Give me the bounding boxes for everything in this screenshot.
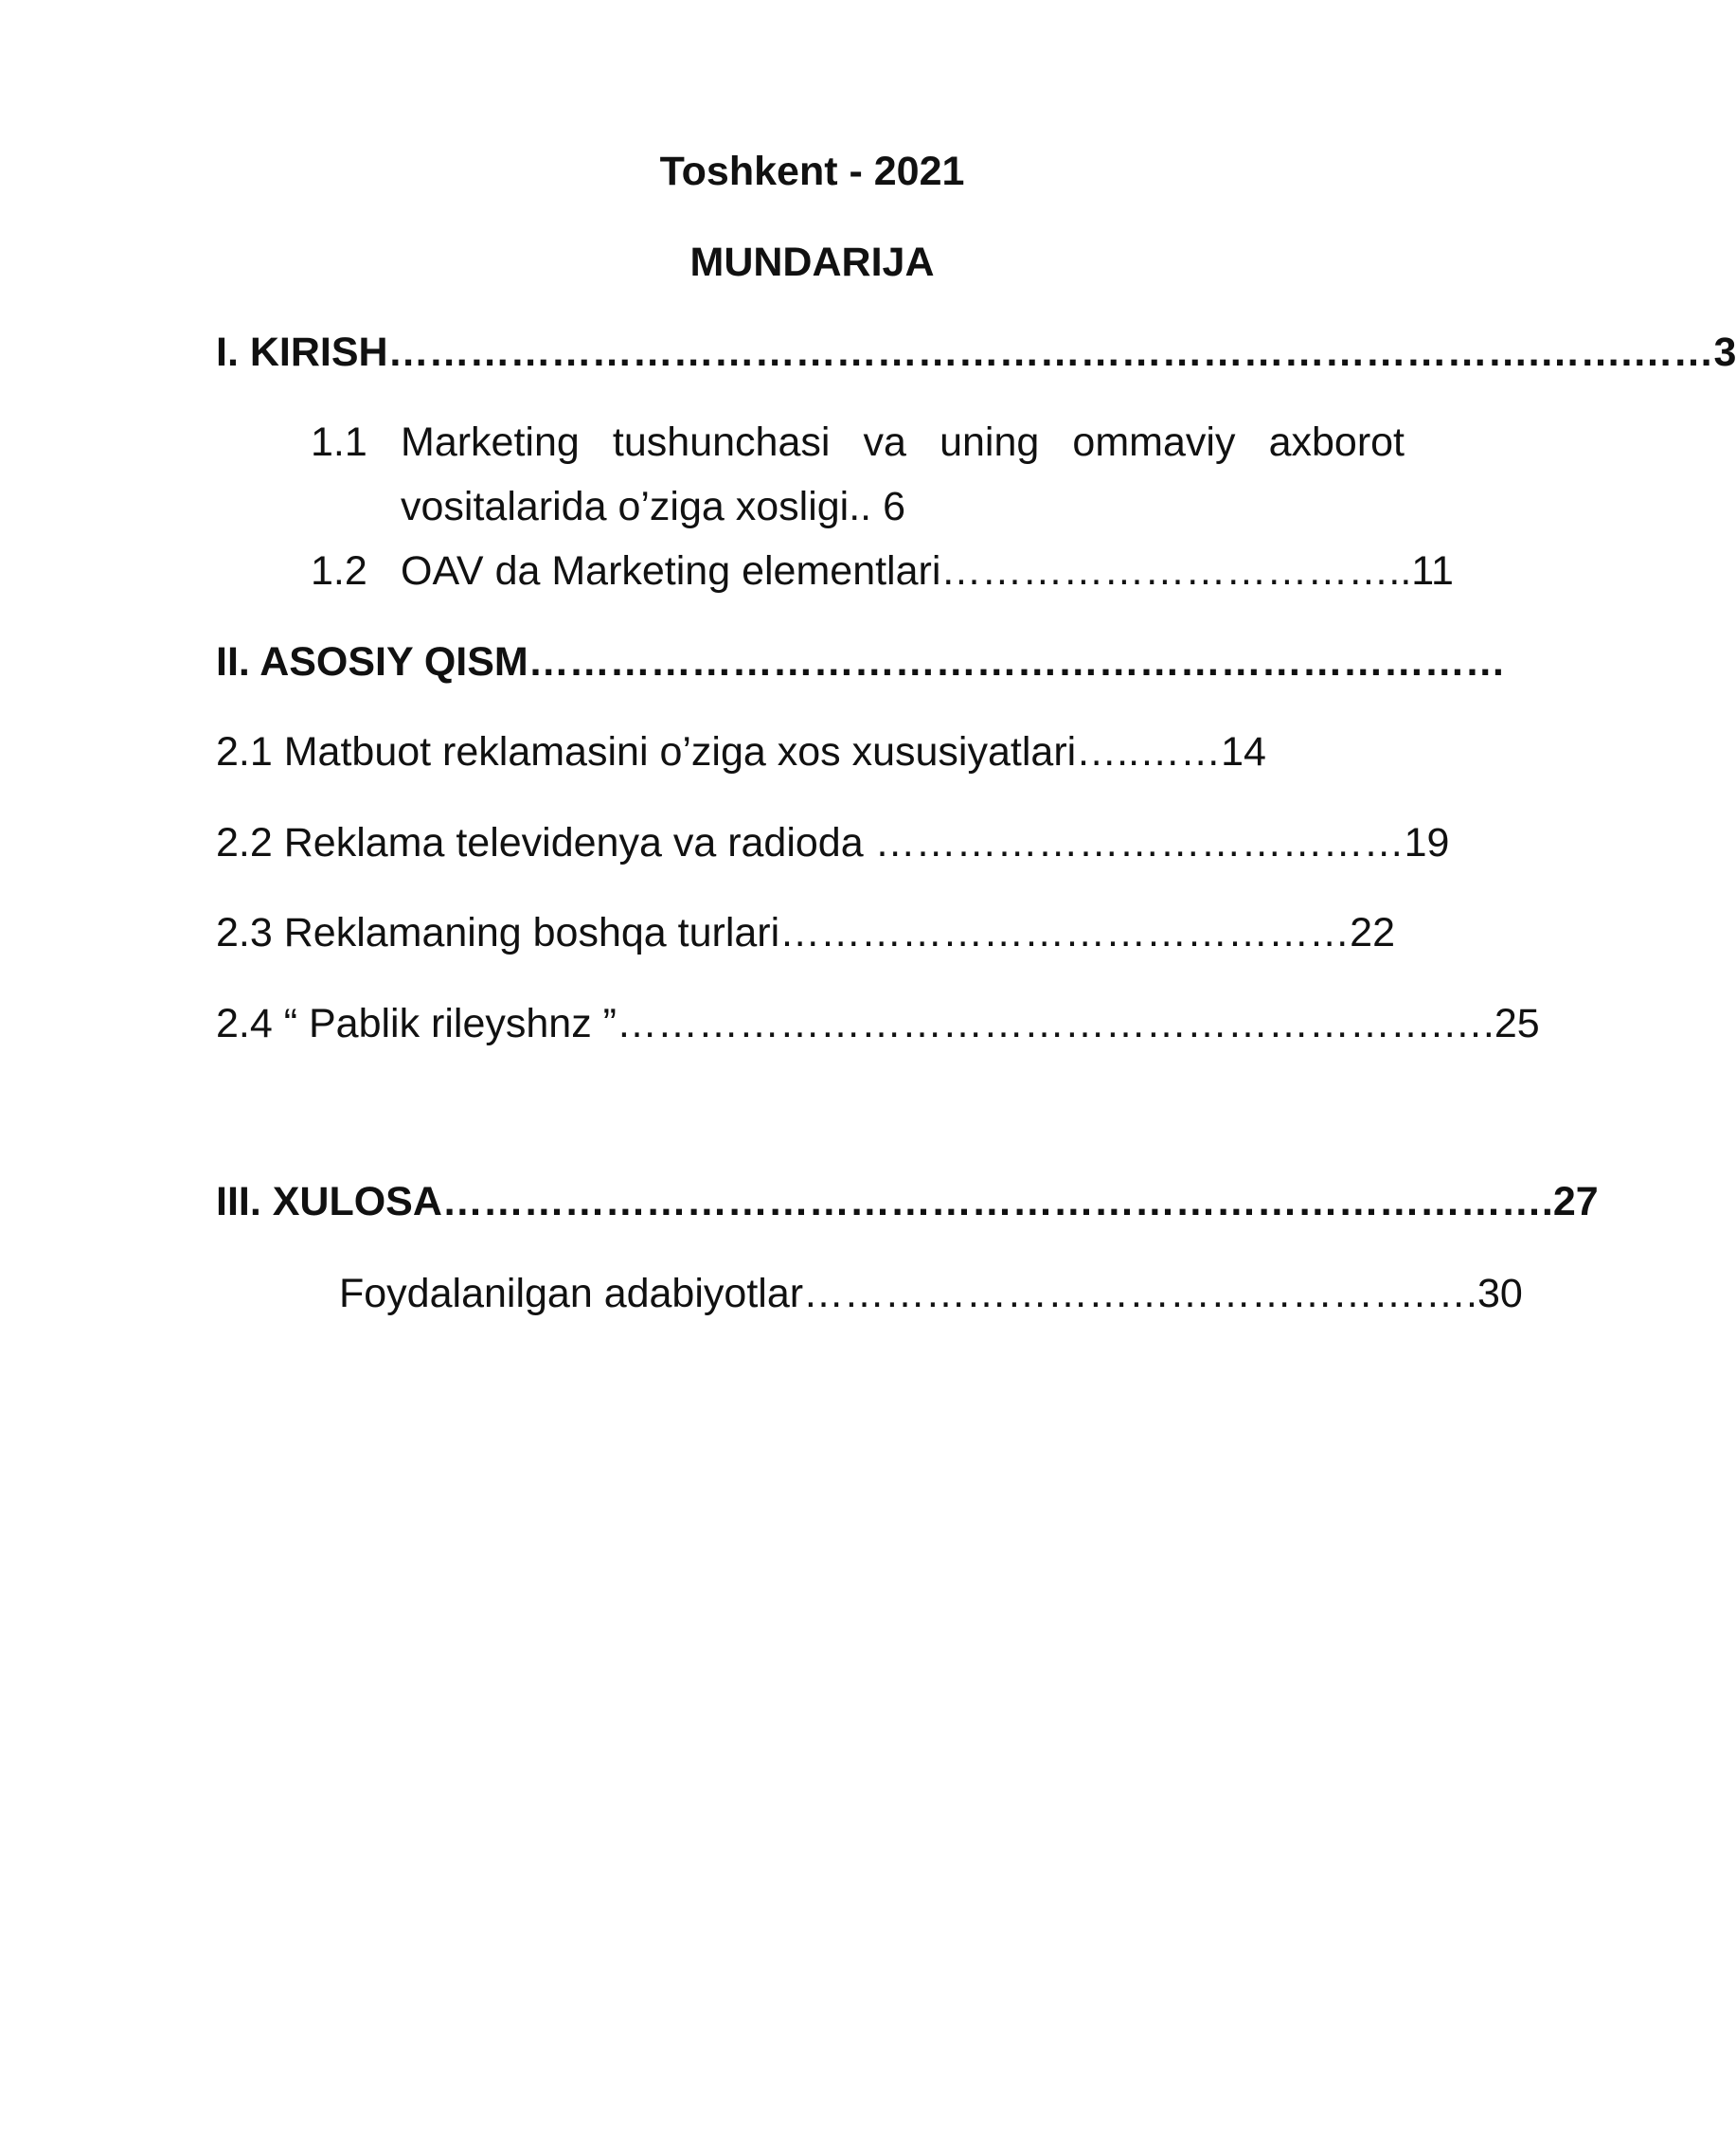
toc-entry-1-1-line1: Marketing tushunchasi va uning ommaviy axborot — [401, 419, 1405, 465]
toc-entry-2-2: 2.2 Reklama televidenya va radioda …………………………………19 — [216, 820, 1450, 866]
toc-entry-1-2-text: OAV da Marketing elementlari……………………………..11 — [401, 548, 1454, 594]
toc-entry-1-2-number: 1.2 — [311, 548, 367, 594]
toc-title: MUNDARIJA — [689, 240, 935, 285]
toc-entry-xulosa: III. XULOSA……………………………………………………………………….27 — [216, 1179, 1599, 1224]
toc-entry-asosiy-qism: II. ASOSIY QISM……………………………………………………………… — [216, 639, 1506, 685]
toc-entry-1-1-line2: vositalarida o’ziga xosligi.. 6 — [401, 484, 905, 529]
toc-entry-kirish-text: I. KIRISH………………………………………………………………………….…….……3 — [216, 330, 1736, 375]
toc-entry-1-1-number: 1.1 — [311, 419, 367, 465]
toc-entry-kirish — [216, 325, 1736, 380]
toc-entry-2-4: 2.4 “ Pablik rileyshnz ”…………………………………………………….….25 — [216, 1001, 1540, 1046]
toc-entry-2-3: 2.3 Reklamaning boshqa turlari……………………………………22 — [216, 910, 1396, 955]
toc-entry-2-1: 2.1 Matbuot reklamasini o’ziga xos xususiyatlari…..……14 — [216, 729, 1266, 775]
toc-entry-adabiyotlar: Foydalanilgan adabiyotlar……………………………………….….30 — [339, 1271, 1523, 1316]
city-year-heading: Toshkent - 2021 — [659, 149, 965, 194]
